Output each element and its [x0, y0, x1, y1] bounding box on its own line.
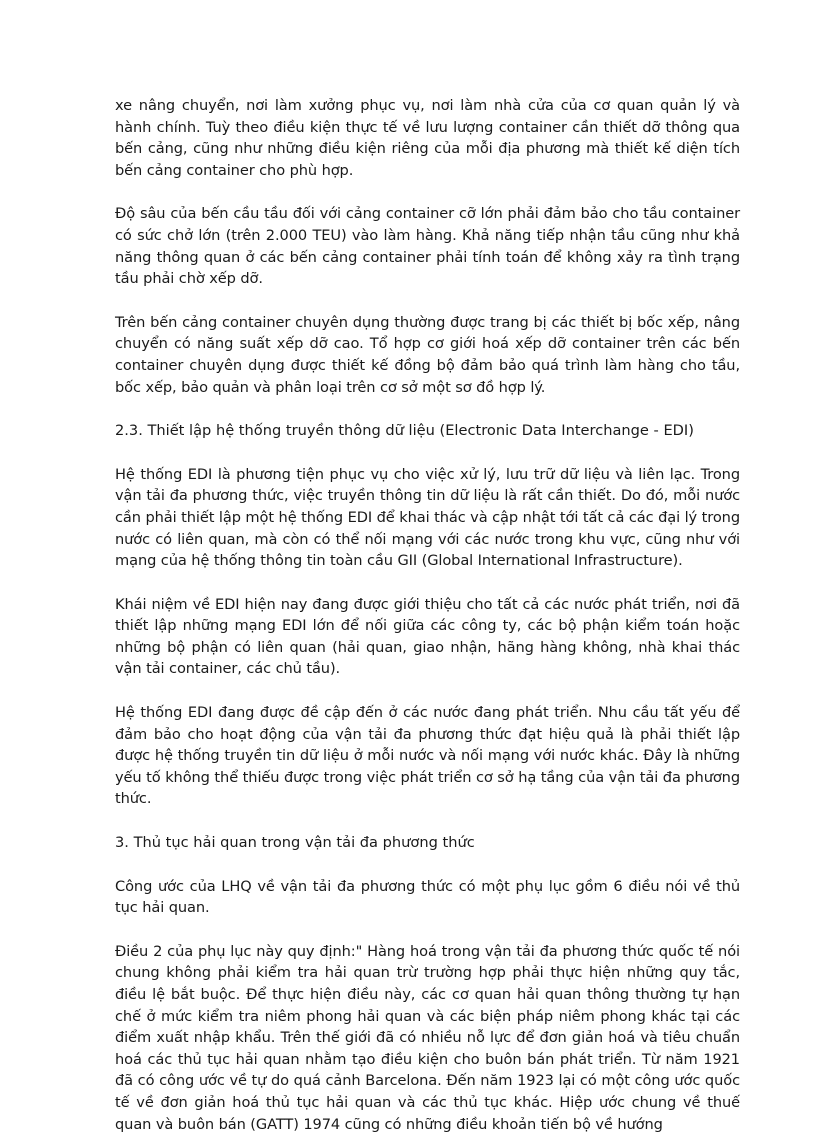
paragraph-un-convention: Công ước của LHQ về vận tải đa phương thức có một phụ lục gồm 6 điều nói về thủ tục hải quan. [115, 877, 740, 917]
section-heading-customs: 3. Thủ tục hải quan trong vận tải đa phương thức [115, 834, 475, 852]
section-heading-edi: 2.3. Thiết lập hệ thống truyền thông dữ liệu (Electronic Data Interchange - EDI) [115, 422, 694, 440]
paragraph-berth-depth: Độ sâu của bến cầu tầu đối với cảng container cỡ lớn phải đảm bảo cho tầu container có sức chở lớn (trên 2.000 TEU) vào làm hàng. Khả năng tiếp nhận tầu cũng như khả năng thông quan ở các bến cảng container phải tính toán để không xảy ra tình trạng tầu phải chờ xếp dỡ. [115, 205, 740, 288]
paragraph-port-area: xe nâng chuyển, nơi làm xưởng phục vụ, nơi làm nhà cửa của cơ quan quản lý và hành chính. Tuỳ theo điều kiện thực tế về lưu lượng container cần thiết dỡ thông qua bến cảng, cũng như những điều kiện riêng của mỗi địa phương mà thiết kế diện tích bến cảng container cho phù hợp. [115, 97, 740, 179]
paragraph-article-2: Điều 2 của phụ lục này quy định:" Hàng hoá trong vận tải đa phương thức quốc tế nói chung không phải kiểm tra hải quan trừ trường hợp phải thực hiện những quy tắc, điều lệ bắt buộc. Để thực hiện điều này, các cơ quan hải quan thông thường tự hạn chế ở mức kiểm tra niêm phong hải quan và các biện pháp niêm phong khác tại các điểm xuất nhập khẩu. Trên thế giới đã có nhiều nỗ lực để đơn giản hoá và tiêu chuẩn hoá các thủ tục hải quan nhằm tạo điều kiện cho buôn bán phát triển. Từ năm 1921 đã có công ước về tự do quá cảnh Barcelona. Đến năm 1923 lại có một công ước quốc tế về đơn giản hoá thủ tục hải quan và các thủ tục khác. Hiệp ước chung về thuế quan và buôn bán (GATT) 1974 cũng có những điều khoản tiến bộ về hướng [115, 942, 740, 1133]
paragraph-edi-concept: Khái niệm về EDI hiện nay đang được giới thiệu cho tất cả các nước phát triển, nơi đã thiết lập những mạng EDI lớn để nối giữa các công ty, các bộ phận kiểm toán hoặc những bộ phận có liên quan (hải quan, giao nhận, hãng hàng không, nhà khai thác vận tải container, các chủ tầu). [115, 595, 740, 678]
paragraph-edi-system: Hệ thống EDI là phương tiện phục vụ cho việc xử lý, lưu trữ dữ liệu và liên lạc. Trong vận tải đa phương thức, việc truyền thông tin dữ liệu là rất cần thiết. Do đó, mỗi nước cần phải thiết lập một hệ thống EDI để khai thác và cập nhật tới tất cả các đại lý trong nước có liên quan, mà còn có thể nối mạng với các nước trong khu vực, cũng như với mạng của hệ thống thông tin toàn cầu GII (Global International Infrastructure). [115, 465, 740, 570]
paragraph-handling-equipment: Trên bến cảng container chuyên dụng thường được trang bị các thiết bị bốc xếp, nâng chuyển có năng suất xếp dỡ cao. Tổ hợp cơ giới hoá xếp dỡ container trên các bến container chuyên dụng được thiết kế đồng bộ đảm bảo quá trình làm hàng cho tầu, bốc xếp, bảo quản và phân loại trên cơ sở một sơ đồ hợp lý. [115, 313, 740, 396]
paragraph-edi-developing: Hệ thống EDI đang được đề cập đến ở các nước đang phát triển. Nhu cầu tất yếu để đảm bảo cho hoạt động của vận tải đa phương thức đạt hiệu quả là phải thiết lập được hệ thống truyền tin dữ liệu ở mỗi nước và nối mạng với nước khác. Đây là những yếu tố không thể thiếu được trong việc phát triển cơ sở hạ tầng của vận tải đa phương thức. [115, 704, 740, 808]
